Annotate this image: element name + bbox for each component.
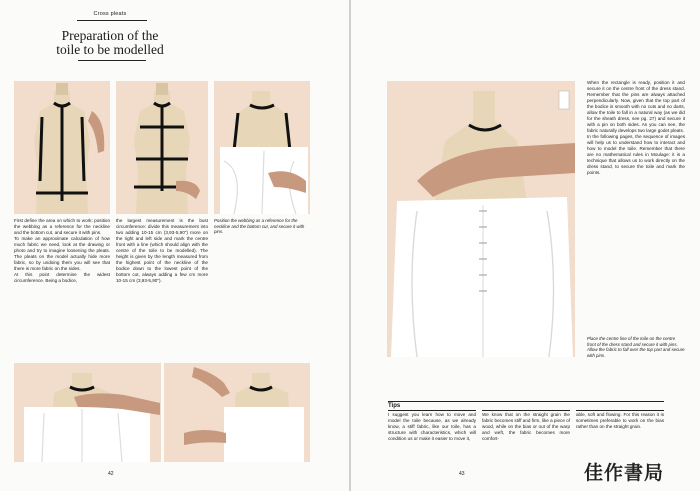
- photo-caption: Position the webbing as a reference for the neckline and the bottom cut, and secure it with pins.: [214, 218, 305, 235]
- tips-box: [388, 403, 664, 409]
- section-rule: [77, 20, 147, 21]
- tips-col-rule-3: [576, 410, 664, 411]
- title-line-2: toile to be modelled: [56, 42, 164, 57]
- publisher-watermark: 佳作書局: [584, 462, 665, 484]
- photo-dress-stand-webbing-1: [14, 81, 110, 214]
- tips-title: Tips: [388, 403, 401, 409]
- right-body-text: When the rectangle is ready, position it and secure it on the centre front of the dress stand. Remember that the pins are always attached perpendicularly. Now, given that the top part of the bodice is smooth with no cuts and no darts, allow the toile to fall in a natural way (as we did for the sheath dress, see pg. 27) and secure it with a pin on both sides. As you can see, the fabric naturally develops two large godet pleats. In the following pages, the sequence of images will help us to understand how to interact and how to model the toile. Remember that there are no mathematical rules in Moulage: it is a technique that allows us to work directly on the dress stand, to secure the toile and mark the points.: [587, 80, 685, 175]
- photo-pinning-toile-2: [164, 363, 310, 462]
- photo-fabric-on-stand: [214, 81, 310, 214]
- page-title: [40, 29, 180, 57]
- photo-pinning-toile-1: [14, 363, 161, 462]
- photo-dress-stand-webbing-2: [116, 81, 208, 214]
- body-column-1: First define the area on which to work: position the webbing as a reference for the neckline and the bottom cut, and secure it with pins. To make an approximate calculation of how much fabric we need, look at the drawing or photo and try to imagine loosening the pleats. The pleats on the model actually hide more fabric, so by undoing them you will see that there is more fabric on the sides. At this point determine the widest circumference. Being a bodice,: [14, 218, 110, 283]
- title-rule: [78, 60, 146, 61]
- tips-col-rule-1: [388, 410, 476, 411]
- tips-col-rule-2: [482, 410, 570, 411]
- tips-top-rule: [388, 401, 664, 402]
- page-number: 42: [108, 471, 114, 477]
- photo-toile-on-dress-stand: [387, 81, 575, 357]
- left-page: [0, 0, 349, 491]
- tips-column-2: We know that on the straight grain the fabric becomes stiff and firm, like a piece of wood, while on the bias or out of the warp and weft, the fabric becomes more comfort-: [482, 412, 571, 441]
- page-number: 43: [459, 471, 465, 477]
- body-column-2: the largest measurement is the bust circumference: divide this measurement into two adding 10-15 cm (3,93-5,90") more on the right and left side and mark the centre front with a line (which should align with the centre of the toile to be modelled). The height is given by the length measured from the highest point of the neckline of the bodice down to the lowest point of the bottom cut, always adding a few cm more 10-15 cm (3,93-5,90").: [116, 218, 208, 283]
- right-photo-caption: Place the centre line of the toile on the centre front of the dress stand and secure it with pins. Allow the fabric to fall over the top part and secure with pins.: [587, 336, 685, 358]
- title-line-1: Preparation of the: [61, 28, 159, 43]
- section-label: Cross pleats: [93, 11, 127, 17]
- tips-column-3: able, soft and flowing. For this reason it is sometimes preferable to work on the bias rather than on the straight grain.: [576, 412, 664, 429]
- tips-column-1: I suggest you learn how to move and model the toile because, as we already know, a stiff fabric, like our toile, has a structure with characteristics, which will condition us or make it easier to move it,: [388, 412, 476, 441]
